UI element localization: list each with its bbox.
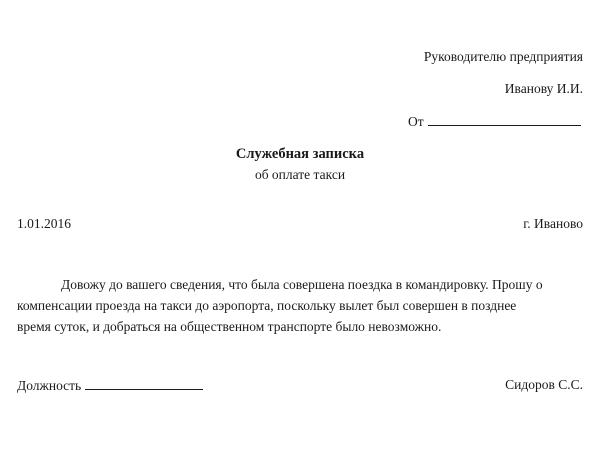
document-date: 1.01.2016 (17, 216, 71, 231)
body-line: компенсации проезда на такси до аэропорта, поскольку вылет был совершен в позднее (17, 298, 517, 313)
position-blank-line (85, 377, 203, 390)
body-line: Довожу до вашего сведения, что была совершена поездка в командировку. Прошу о (61, 277, 543, 292)
signature-name: Сидоров С.С. (505, 377, 583, 392)
document-title: Служебная записка (235, 146, 365, 162)
body-line: время суток, и добраться на общественном транспорте было невозможно. (17, 319, 442, 334)
from-label: От (408, 114, 424, 129)
document-city: г. Иваново (523, 216, 583, 231)
from-blank-line (428, 113, 581, 126)
position-label: Должность (17, 378, 82, 393)
addressee-position: Руководителю предприятия (423, 49, 583, 64)
document-subtitle: об оплате такси (254, 167, 346, 182)
position-row (17, 377, 203, 394)
addressee-name: Иванову И.И. (504, 81, 583, 96)
body-paragraph (17, 274, 565, 337)
from-row (408, 113, 581, 130)
